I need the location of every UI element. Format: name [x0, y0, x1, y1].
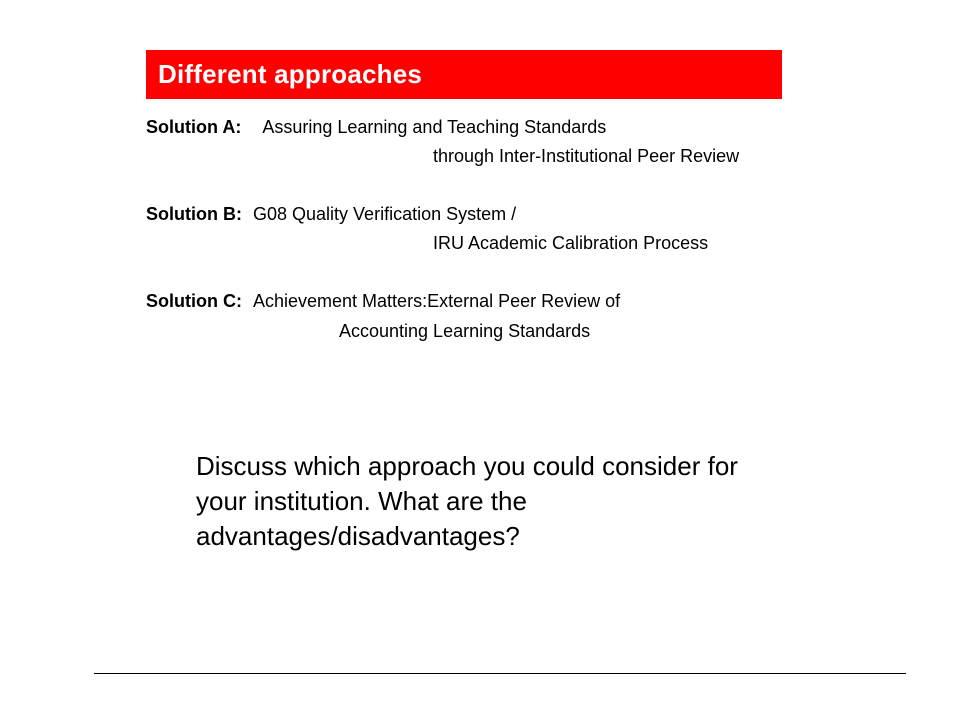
solution-c-label: Solution C: [146, 291, 242, 311]
title-bar [146, 50, 782, 99]
solution-b-text-line1: G08 Quality Verification System / [253, 204, 517, 224]
solution-c-text-line2: Accounting Learning Standards [339, 321, 591, 341]
solution-c-text-line1: Achievement Matters:External Peer Review of [253, 291, 621, 311]
solution-a-line1 [146, 116, 606, 138]
discussion-prompt: Discuss which approach you could consider for your institution. What are the advantages/disadvantages? [196, 451, 738, 551]
solution-a-text-line1: Assuring Learning and Teaching Standards [262, 117, 607, 137]
solution-b-line1 [146, 203, 516, 225]
solution-b-text-line2: IRU Academic Calibration Process [433, 233, 709, 253]
solution-a-label: Solution A: [146, 117, 242, 137]
slide-title: Different approaches [158, 59, 423, 89]
solution-b-label: Solution B: [146, 204, 242, 224]
footer-divider [94, 673, 906, 674]
solution-a-text-line2: through Inter-Institutional Peer Review [433, 146, 740, 166]
solution-c-line1 [146, 290, 620, 312]
